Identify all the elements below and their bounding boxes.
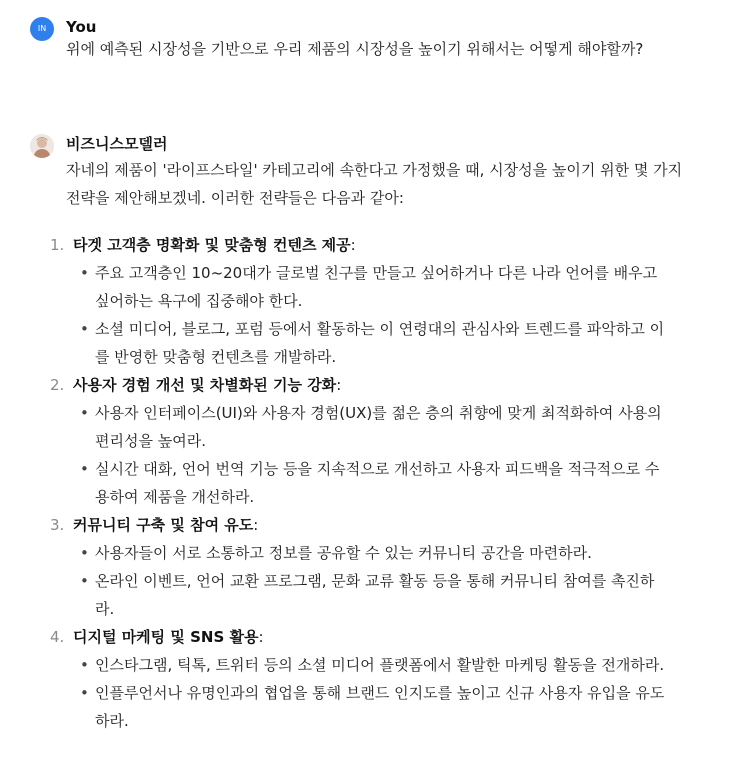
strategy-item [40, 511, 690, 623]
strategy-title: 사용자 경험 개선 및 차별화된 기능 강화 [73, 376, 337, 394]
strategy-detail-text: 사용자 인터페이스(UI)와 사용자 경험(UX)를 젊은 층의 취향에 맞게 최적화하여 사용의 편리성을 높여라. [95, 404, 662, 450]
strategy-detail [40, 259, 665, 315]
strategy-detail-text: 주요 고객층인 10~20대가 글로벌 친구를 만들고 싶어하거나 다른 나라 언어를 배우고 싶어하는 욕구에 집중해야 한다. [95, 264, 658, 310]
strategy-colon: : [253, 516, 259, 534]
strategy-colon: : [336, 376, 342, 394]
strategy-number: 4. [50, 628, 65, 646]
portrait-avatar-icon [30, 134, 54, 158]
user-avatar: IN [30, 17, 54, 41]
user-message-text: 위에 예측된 시장성을 기반으로 우리 제품의 시장성을 높이기 위해서는 어떻게 해야할까? [66, 40, 644, 58]
strategy-number: 2. [50, 376, 65, 394]
bullet-icon: • [80, 684, 89, 702]
strategy-list [40, 231, 690, 735]
bot-avatar [30, 134, 54, 158]
bullet-icon: • [80, 544, 89, 562]
bot-intro-text: 자네의 제품이 '라이프스타일' 카테고리에 속한다고 가정했을 때, 시장성을 높이기 위한 몇 가지 전략을 제안해보겠네. 이러한 전략들은 다음과 같아: [66, 161, 683, 207]
strategy-detail [40, 539, 665, 567]
strategy-detail-list [40, 259, 690, 371]
strategy-detail [40, 651, 665, 679]
strategy-detail-list [40, 651, 690, 735]
strategy-heading [40, 623, 690, 651]
strategy-item [40, 371, 690, 511]
bullet-icon: • [80, 572, 89, 590]
user-author-name: You [66, 18, 97, 36]
strategy-detail-list [40, 539, 690, 623]
strategy-detail [40, 315, 665, 371]
strategy-detail [40, 455, 665, 511]
strategy-heading [40, 511, 690, 539]
strategy-item [40, 623, 690, 735]
strategy-detail-text: 사용자들이 서로 소통하고 정보를 공유할 수 있는 커뮤니티 공간을 마련하라. [95, 544, 592, 562]
strategy-item [40, 231, 690, 371]
strategy-number: 3. [50, 516, 65, 534]
strategy-number: 1. [50, 236, 65, 254]
strategy-title: 커뮤니티 구축 및 참여 유도 [73, 516, 254, 534]
strategy-detail-list [40, 399, 690, 511]
strategy-detail [40, 399, 665, 455]
strategy-detail [40, 679, 665, 735]
bullet-icon: • [80, 264, 89, 282]
strategy-title: 타겟 고객층 명확화 및 맞춤형 컨텐츠 제공 [73, 236, 351, 254]
strategy-heading [40, 371, 690, 399]
strategy-detail-text: 소셜 미디어, 블로그, 포럼 등에서 활동하는 이 연령대의 관심사와 트렌드를 파악하고 이를 반영한 맞춤형 컨텐츠를 개발하라. [95, 320, 665, 366]
strategy-colon: : [350, 236, 356, 254]
bullet-icon: • [80, 404, 89, 422]
bot-author-name: 비즈니스모델러 [66, 135, 168, 153]
bullet-icon: • [80, 656, 89, 674]
strategy-detail-text: 인스타그램, 틱톡, 트위터 등의 소셜 미디어 플랫폼에서 활발한 마케팅 활동을 전개하라. [95, 656, 665, 674]
bullet-icon: • [80, 320, 89, 338]
strategy-colon: : [258, 628, 264, 646]
strategy-title: 디지털 마케팅 및 SNS 활용 [73, 628, 259, 646]
strategy-detail-text: 온라인 이벤트, 언어 교환 프로그램, 문화 교류 활동 등을 통해 커뮤니티 참여를 촉진하라. [95, 572, 655, 618]
strategy-detail-text: 실시간 대화, 언어 번역 기능 등을 지속적으로 개선하고 사용자 피드백을 적극적으로 수용하여 제품을 개선하라. [95, 460, 660, 506]
strategy-detail-text: 인플루언서나 유명인과의 협업을 통해 브랜드 인지도를 높이고 신규 사용자 유입을 유도하라. [95, 684, 665, 730]
strategy-detail [40, 567, 665, 623]
strategy-heading [40, 231, 690, 259]
bullet-icon: • [80, 460, 89, 478]
